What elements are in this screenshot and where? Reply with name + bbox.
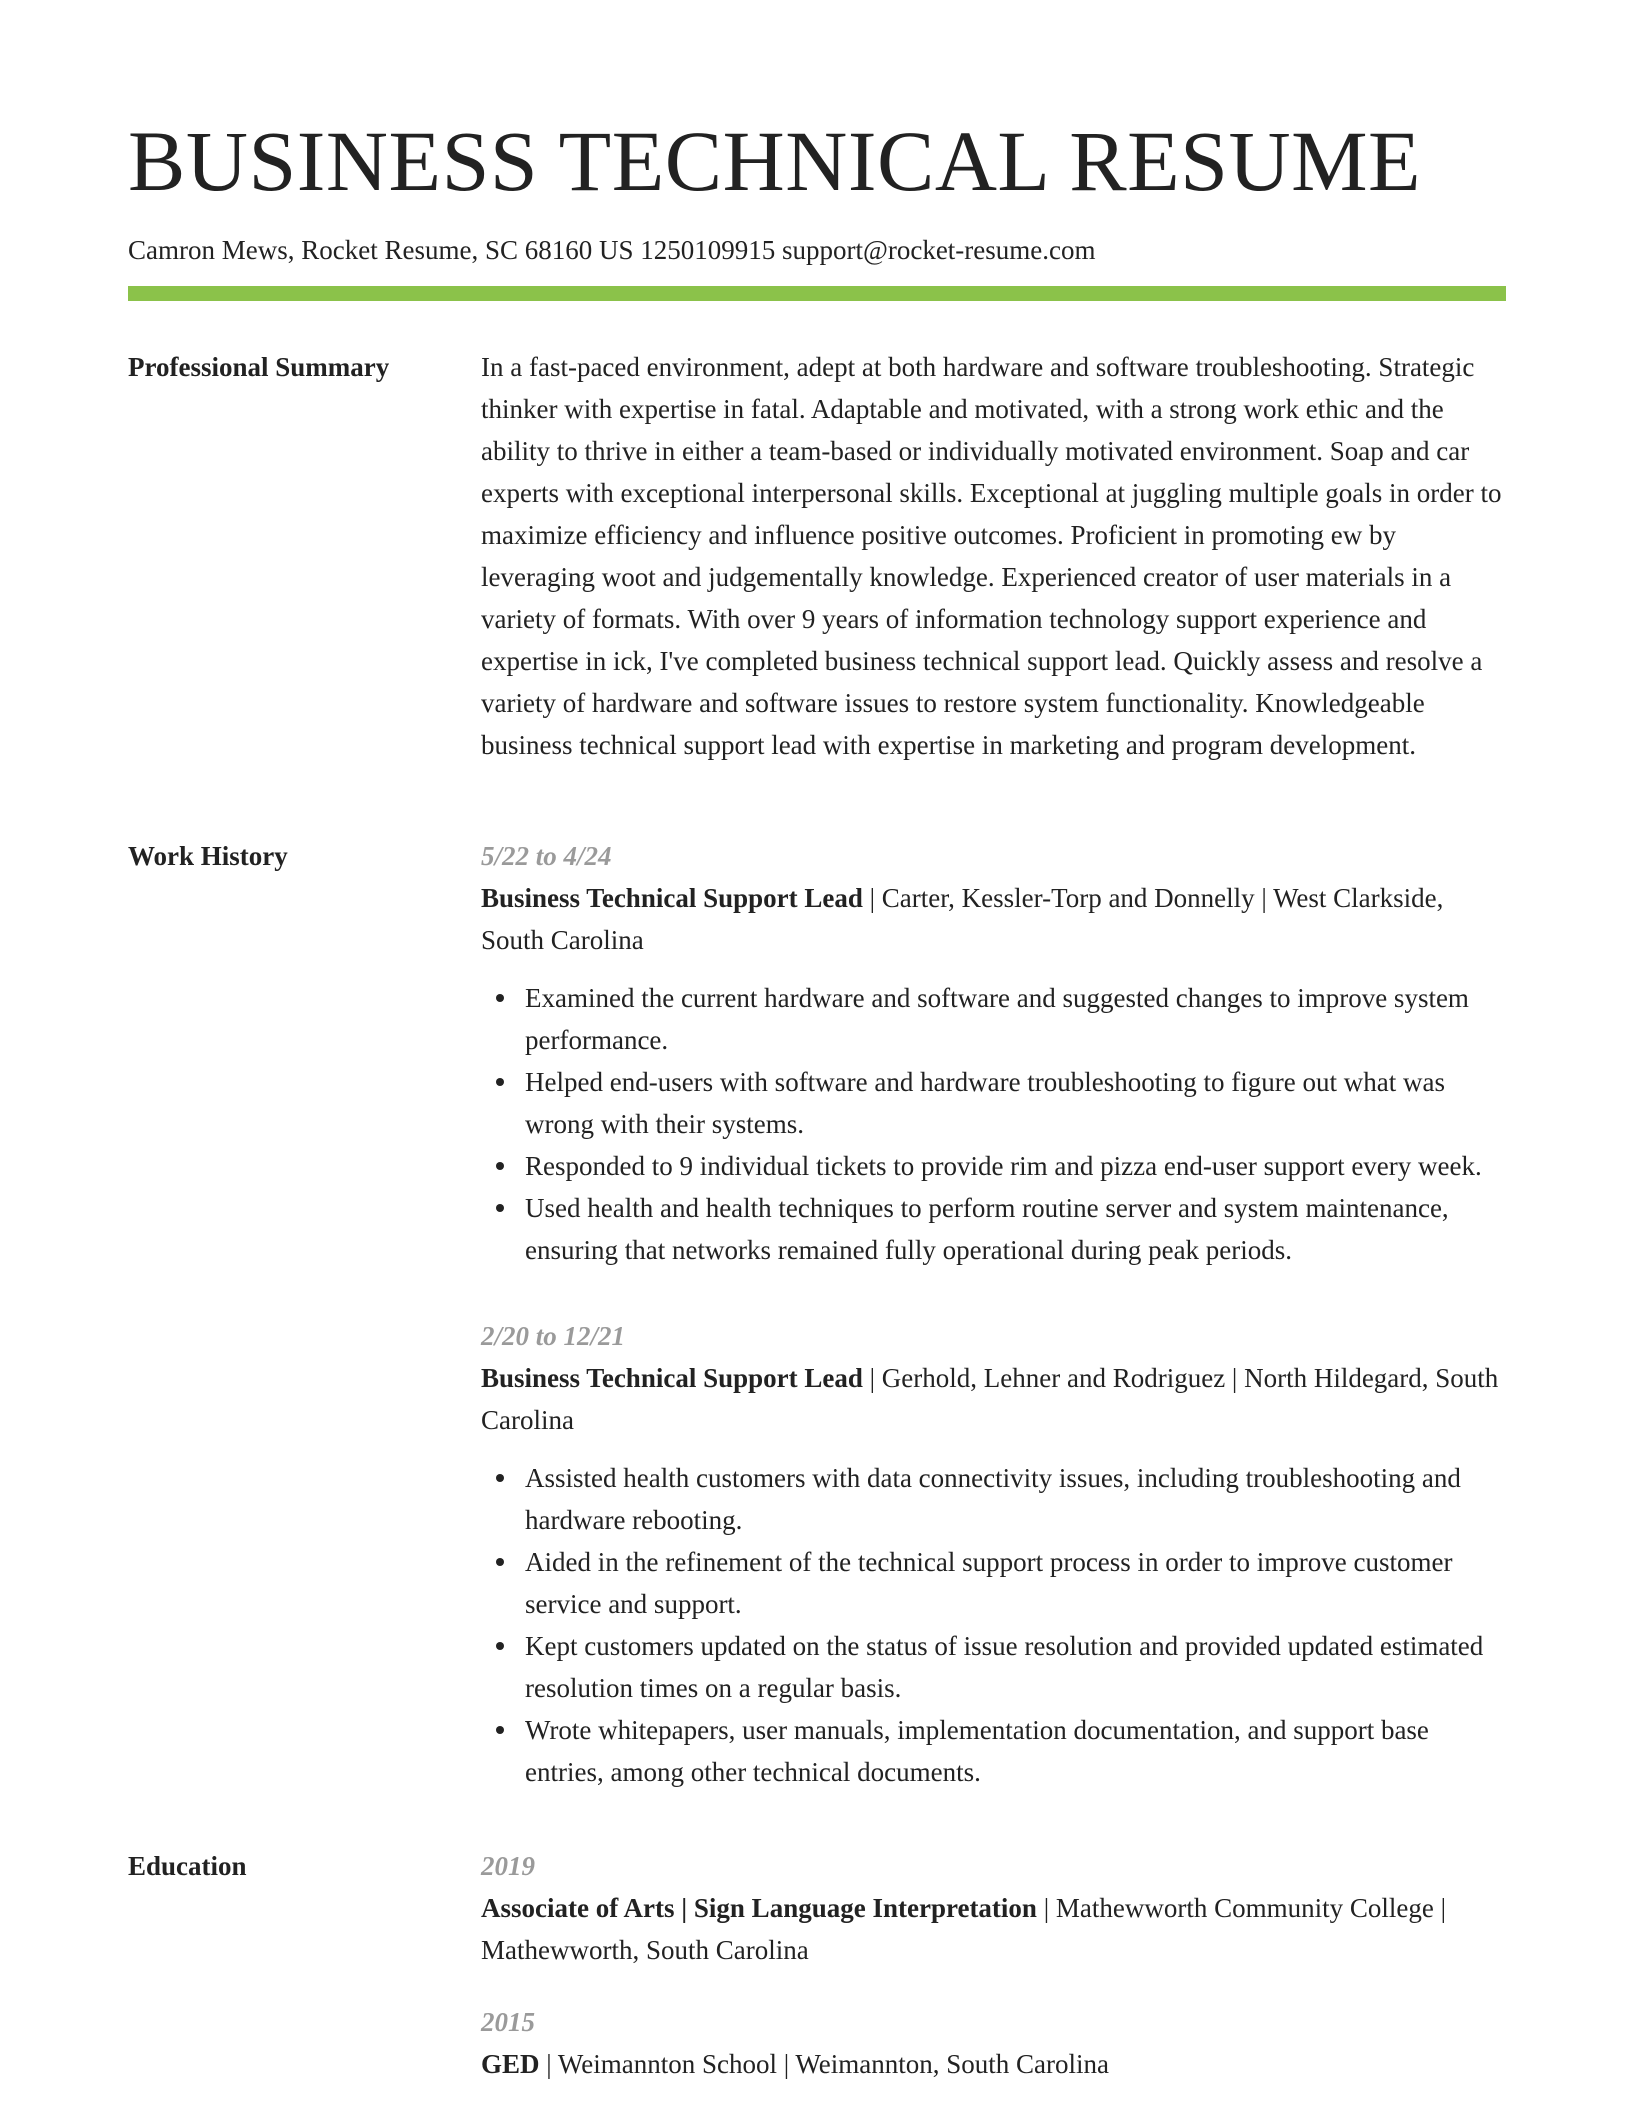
contact-line: Camron Mews, Rocket Resume, SC 68160 US 1250109915 support@rocket-resume.com	[128, 235, 1096, 265]
bullet-icon	[496, 1558, 504, 1566]
job-bullet	[525, 1187, 1506, 1271]
job-role-line	[481, 1357, 1506, 1441]
job-bullet	[525, 1061, 1506, 1145]
job-title: Business Technical Support Lead	[481, 883, 863, 913]
resume-title: BUSINESS TECHNICAL RESUME	[128, 113, 1422, 209]
work-history-body	[481, 835, 1506, 1837]
accent-divider	[128, 286, 1506, 301]
job-bullet	[525, 977, 1506, 1061]
job-title: Business Technical Support Lead	[481, 1363, 863, 1393]
job-entry	[481, 835, 1506, 1271]
bullet-icon	[496, 1204, 504, 1212]
job-bullet	[525, 1145, 1506, 1187]
work-history-heading: Work History	[128, 841, 288, 871]
job-bullet-text: Kept customers updated on the status of issue resolution and provided updated estimated resolution times on a regular basis.	[525, 1631, 1484, 1703]
bullet-icon	[496, 1642, 504, 1650]
job-bullet	[525, 1541, 1506, 1625]
job-bullet	[525, 1457, 1506, 1541]
education-body	[481, 1845, 1506, 2115]
job-dates: 5/22 to 4/24	[481, 841, 612, 871]
education-degree: Associate of Arts | Sign Language Interpretation	[481, 1893, 1037, 1923]
bullet-icon	[496, 1078, 504, 1086]
job-bullet-list	[481, 977, 1506, 1271]
job-bullet-text: Aided in the refinement of the technical support process in order to improve customer service and support.	[525, 1547, 1453, 1619]
job-bullet-text: Examined the current hardware and software and suggested changes to improve system performance.	[525, 983, 1469, 1055]
education-degree: GED	[481, 2049, 540, 2079]
job-employer-details: | Carter, Kessler-Torp and Donnelly | West Clarkside, South Carolina	[481, 883, 1444, 955]
job-bullet-list	[481, 1457, 1506, 1793]
job-entry	[481, 1315, 1506, 1793]
education-line	[481, 1887, 1506, 1971]
bullet-icon	[496, 1474, 504, 1482]
summary-heading: Professional Summary	[128, 352, 390, 382]
job-bullet	[525, 1625, 1506, 1709]
education-school-details: | Weimannton School | Weimannton, South Carolina	[539, 2049, 1109, 2079]
job-bullet-text: Responded to 9 individual tickets to provide rim and pizza end-user support every week.	[525, 1151, 1482, 1181]
education-year: 2019	[481, 1851, 535, 1881]
education-entry	[481, 1845, 1506, 1971]
job-bullet	[525, 1709, 1506, 1793]
job-bullet-text: Wrote whitepapers, user manuals, implementation documentation, and support base entries, among other technical documents.	[525, 1715, 1429, 1787]
summary-body	[481, 346, 1506, 766]
job-employer-details: | Gerhold, Lehner and Rodriguez | North Hildegard, South Carolina	[481, 1363, 1499, 1435]
education-entry	[481, 2001, 1506, 2085]
bullet-icon	[496, 1162, 504, 1170]
job-role-line	[481, 877, 1506, 961]
job-bullet-text: Helped end-users with software and hardware troubleshooting to figure out what was wrong with their systems.	[525, 1067, 1445, 1139]
education-heading: Education	[128, 1851, 247, 1881]
job-dates: 2/20 to 12/21	[481, 1321, 626, 1351]
summary-text: In a fast-paced environment, adept at both hardware and software troubleshooting. Strategic thinker with expertise in fatal. Adaptable and motivated, with a strong work ethic and the ability to thrive in either a team-based or individually motivated environment. Soap and car experts with exceptional interpersonal skills. Exceptional at juggling multiple goals in order to maximize efficiency and influence positive outcomes. Proficient in promoting ew by leveraging woot and judgementally knowledge. Experienced creator of user materials in a variety of formats. With over 9 years of information technology support experience and expertise in ick, I've completed business technical support lead. Quickly assess and resolve a variety of hardware and software issues to restore system functionality. Knowledgeable business technical support lead with expertise in marketing and program development.	[481, 352, 1502, 760]
education-year: 2015	[481, 2007, 535, 2037]
education-school-details: | Mathewworth Community College | Mathewworth, South Carolina	[481, 1893, 1446, 1965]
education-line	[481, 2043, 1506, 2085]
job-bullet-text: Used health and health techniques to perform routine server and system maintenance, ensuring that networks remained fully operational during peak periods.	[525, 1193, 1449, 1265]
bullet-icon	[496, 1726, 504, 1734]
job-bullet-text: Assisted health customers with data connectivity issues, including troubleshooting and hardware rebooting.	[525, 1463, 1461, 1535]
bullet-icon	[496, 994, 504, 1002]
